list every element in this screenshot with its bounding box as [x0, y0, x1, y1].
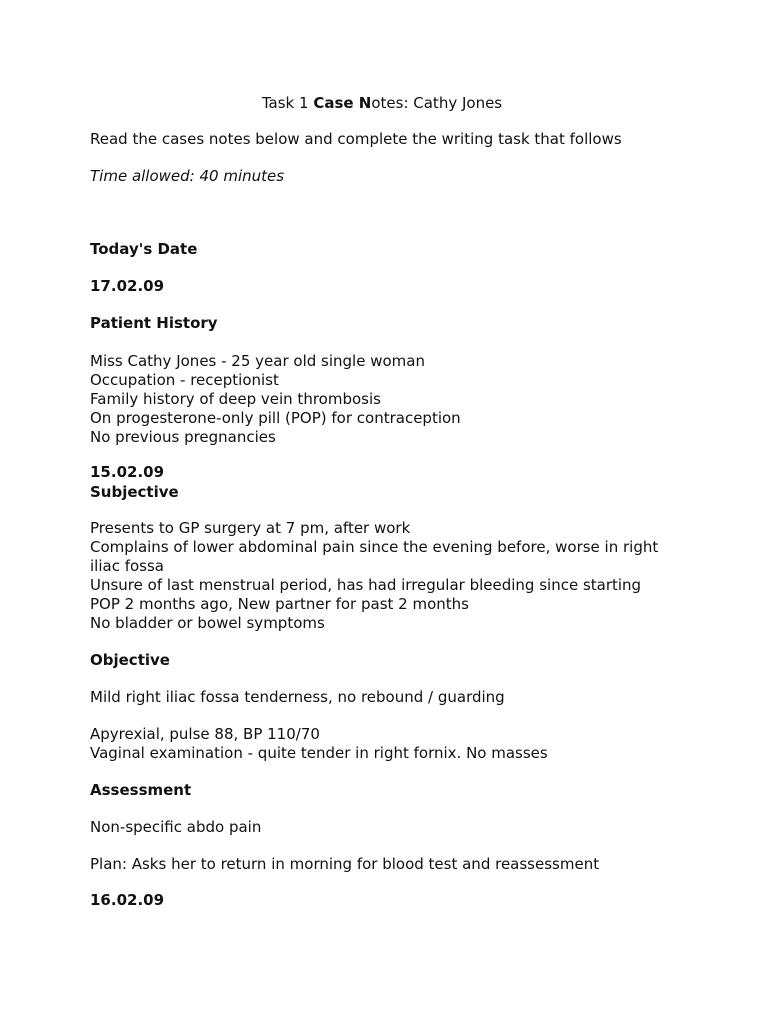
assessment-heading: Assessment [90, 781, 192, 799]
patient-history-line: Miss Cathy Jones - 25 year old single woman [90, 352, 425, 370]
plan-line: Plan: Asks her to return in morning for blood test and reassessment [90, 855, 600, 873]
patient-history-line: Family history of deep vein thrombosis [90, 390, 381, 408]
todays-date-value: 17.02.09 [90, 277, 165, 295]
subjective-heading: Subjective [90, 483, 179, 501]
subjective-line: POP 2 months ago, New partner for past 2 months [90, 595, 469, 613]
visit-2-date: 16.02.09 [90, 891, 165, 909]
assessment-line: Non-specific abdo pain [90, 818, 262, 836]
objective-heading: Objective [90, 651, 170, 669]
subjective-line: No bladder or bowel symptoms [90, 614, 325, 632]
patient-history-line: Occupation - receptionist [90, 371, 279, 389]
instruction-text: Read the cases notes below and complete the writing task that follows [90, 130, 622, 148]
objective-list [90, 725, 548, 763]
objective-line: Mild right iliac fossa tenderness, no rebound / guarding [90, 688, 505, 706]
todays-date-heading: Today's Date [90, 240, 198, 258]
patient-history-line: On progesterone-only pill (POP) for contraception [90, 409, 461, 427]
patient-history-line: No previous pregnancies [90, 428, 276, 446]
time-allowed-text: Time allowed: 40 minutes [90, 167, 285, 185]
title-bold-part: Case N [313, 94, 372, 112]
subjective-line: Presents to GP surgery at 7 pm, after work [90, 519, 411, 537]
patient-history-list [90, 352, 461, 447]
title-prefix: Task 1 [261, 94, 314, 112]
subjective-line: Complains of lower abdominal pain since the evening before, worse in right [90, 538, 659, 556]
objective-line: Vaginal examination - quite tender in right fornix. No masses [90, 744, 548, 762]
subjective-line: Unsure of last menstrual period, has had irregular bleeding since starting [90, 576, 642, 594]
patient-history-heading: Patient History [90, 314, 218, 332]
document-title [90, 93, 674, 113]
title-suffix: otes: Cathy Jones [371, 94, 503, 112]
visit-1-date: 15.02.09 [90, 463, 165, 481]
objective-line: Apyrexial, pulse 88, BP 110/70 [90, 725, 320, 743]
subjective-line: iliac fossa [90, 557, 164, 575]
subjective-list [90, 519, 658, 633]
